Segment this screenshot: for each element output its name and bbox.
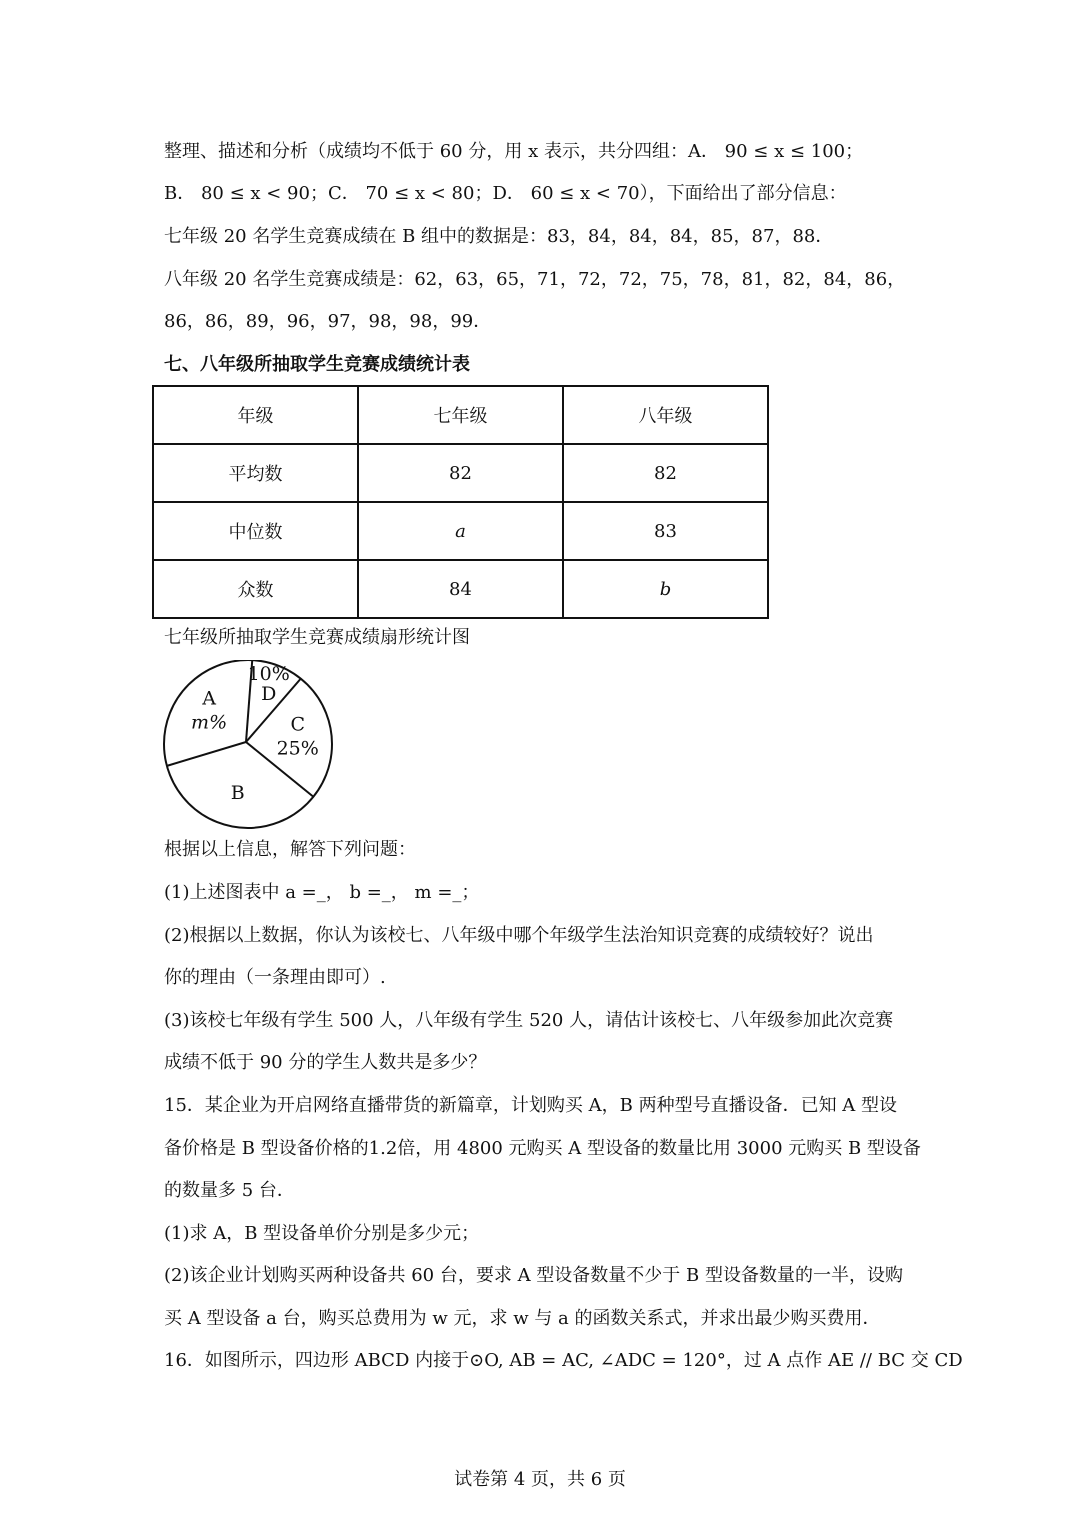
page-footer: 试卷第 4 页，共 6 页 <box>454 1469 626 1490</box>
text-line: 15．某企业为开启网络直播带货的新篇章，计划购买 A，B 两种型号直播设备．已知 A 型设 <box>164 1095 898 1116</box>
table-cell: 八年级 <box>563 386 768 444</box>
pie-value-label: 10% <box>247 662 290 685</box>
text-line: (2)该企业计划购买两种设备共 60 台，要求 A 型设备数量不少于 B 型设备数量的一半，设购 <box>164 1265 903 1286</box>
text-line: 86，86，89，96，97，98，98，99． <box>164 311 492 332</box>
table-cell: a <box>358 502 563 560</box>
table-cell: 84 <box>358 560 563 618</box>
table-cell: 众数 <box>153 560 358 618</box>
pie-slice-label: B <box>230 781 245 804</box>
pie-value-label: 25% <box>276 737 319 760</box>
text-line: 备价格是 B 型设备价格的1.2倍，用 4800 元购买 A 型设备的数量比用 3000 元购买 B 型设备 <box>164 1138 921 1159</box>
pie-slice-label: A <box>202 687 216 710</box>
pie-divider <box>167 742 246 766</box>
pie-title: 七年级所抽取学生竞赛成绩扇形统计图 <box>164 627 470 648</box>
text-line: 八年级 20 名学生竞赛成绩是：62，63，65，71，72，72，75，78，81，82，84，86， <box>164 269 906 290</box>
table-cell: 年级 <box>153 386 358 444</box>
pie-slice-label: C <box>290 713 305 736</box>
pie-slice-label: D <box>261 682 277 705</box>
text-line: (2)根据以上数据，你认为该校七、八年级中哪个年级学生法治知识竞赛的成绩较好？说出 <box>164 925 874 946</box>
table-row <box>153 560 768 618</box>
text-line: (3)该校七年级有学生 500 人，八年级有学生 520 人，请估计该校七、八年级参加此次竞赛 <box>164 1010 894 1031</box>
table-row <box>153 386 768 444</box>
table-cell: 平均数 <box>153 444 358 502</box>
table-cell: 七年级 <box>358 386 563 444</box>
table-row <box>153 444 768 502</box>
text-line: 16．如图所示，四边形 ABCD 内接于⊙O, AB = AC, ∠ADC = 120°，过 A 点作 AE // BC 交 CD <box>164 1350 963 1371</box>
text-line: B． 80 ≤ x < 90；C． 70 ≤ x < 80；D． 60 ≤ x < 70），下面给出了部分信息： <box>164 183 847 204</box>
table-cell: b <box>563 560 768 618</box>
table-row <box>153 502 768 560</box>
text-line: 七年级 20 名学生竞赛成绩在 B 组中的数据是：83，84，84，84，85，87，88． <box>164 226 834 247</box>
text-line: (1)上述图表中 a =_， b =_， m =_； <box>164 882 480 903</box>
text-line: 你的理由（一条理由即可）. <box>164 967 386 988</box>
pie-chart <box>158 660 338 830</box>
table-cell: 中位数 <box>153 502 358 560</box>
table-cell: 83 <box>563 502 768 560</box>
text-line: (1)求 A，B 型设备单价分别是多少元； <box>164 1223 480 1244</box>
text-line: 成绩不低于 90 分的学生人数共是多少？ <box>164 1052 487 1073</box>
table-heading: 七、八年级所抽取学生竞赛成绩统计表 <box>164 354 470 375</box>
text-line: 整理、描述和分析（成绩均不低于 60 分，用 x 表示，共分四组：A． 90 ≤ x ≤ 100； <box>164 141 864 162</box>
table-cell: 82 <box>563 444 768 502</box>
text-line: 的数量多 5 台． <box>164 1180 295 1201</box>
table-cell: 82 <box>358 444 563 502</box>
text-line: 买 A 型设备 a 台，购买总费用为 w 元，求 w 与 a 的函数关系式，并求出最少购买费用． <box>164 1308 881 1329</box>
text-line: 根据以上信息，解答下列问题： <box>164 839 416 860</box>
pie-value-label: m% <box>191 711 228 734</box>
stats-table <box>152 385 769 619</box>
